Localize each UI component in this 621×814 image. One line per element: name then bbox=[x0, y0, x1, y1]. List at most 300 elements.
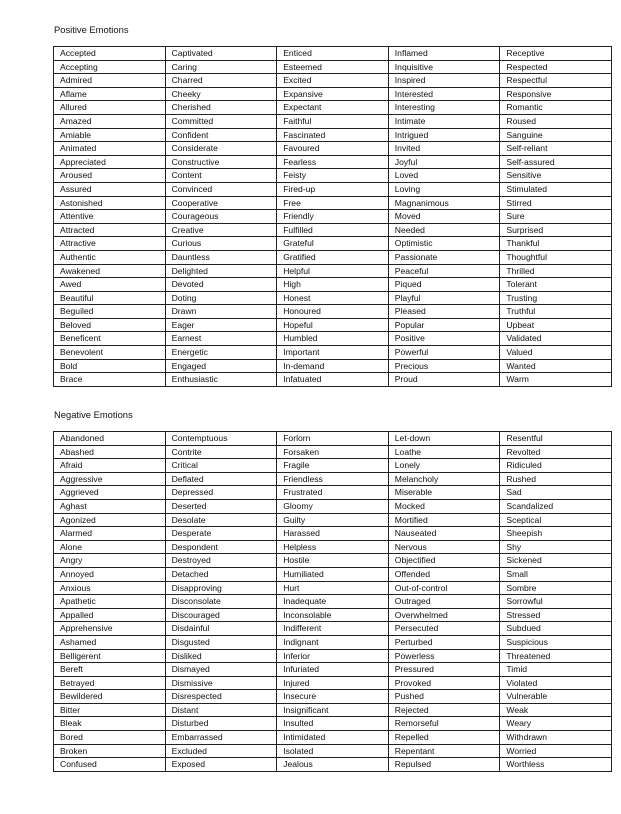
emotion-word-cell: Eager bbox=[165, 318, 277, 332]
emotion-word-cell: High bbox=[277, 278, 389, 292]
emotion-word-cell: Needed bbox=[388, 223, 500, 237]
emotion-word-cell: Mocked bbox=[388, 499, 500, 513]
emotion-word-cell: Attracted bbox=[54, 223, 166, 237]
emotion-word-cell: Hurt bbox=[277, 581, 389, 595]
emotion-word-cell: Sensitive bbox=[500, 169, 612, 183]
table-row bbox=[54, 87, 612, 101]
table-row bbox=[54, 210, 612, 224]
emotion-word-cell: Dismayed bbox=[165, 663, 277, 677]
emotion-word-cell: Betrayed bbox=[54, 676, 166, 690]
emotion-word-cell: Afraid bbox=[54, 459, 166, 473]
emotion-word-cell: Accepted bbox=[54, 47, 166, 61]
table-row bbox=[54, 278, 612, 292]
emotion-word-cell: Dismissive bbox=[165, 676, 277, 690]
emotion-word-cell: Validated bbox=[500, 332, 612, 346]
emotion-word-cell: Inconsolable bbox=[277, 608, 389, 622]
emotion-word-cell: Infuriated bbox=[277, 663, 389, 677]
emotion-word-cell: Thrilled bbox=[500, 264, 612, 278]
emotion-word-cell: Beautiful bbox=[54, 291, 166, 305]
emotion-word-cell: Honest bbox=[277, 291, 389, 305]
emotion-word-cell: Indifferent bbox=[277, 622, 389, 636]
emotion-word-cell: Belligerent bbox=[54, 649, 166, 663]
table-row bbox=[54, 663, 612, 677]
table-row bbox=[54, 540, 612, 554]
emotion-word-cell: Bleak bbox=[54, 717, 166, 731]
emotion-word-cell: Jealous bbox=[277, 758, 389, 772]
emotion-word-cell: Optimistic bbox=[388, 237, 500, 251]
emotion-word-cell: Rushed bbox=[500, 472, 612, 486]
emotion-word-cell: Inspired bbox=[388, 74, 500, 88]
table-row bbox=[54, 432, 612, 446]
emotion-word-cell: Frustrated bbox=[277, 486, 389, 500]
emotion-word-cell: Piqued bbox=[388, 278, 500, 292]
emotion-word-cell: Powerless bbox=[388, 649, 500, 663]
emotion-word-cell: Bitter bbox=[54, 703, 166, 717]
emotion-word-cell: Suspicious bbox=[500, 635, 612, 649]
emotion-word-cell: Animated bbox=[54, 142, 166, 156]
table-row bbox=[54, 635, 612, 649]
emotion-word-cell: Insecure bbox=[277, 690, 389, 704]
emotion-word-cell: Forlorn bbox=[277, 432, 389, 446]
emotion-word-cell: Intrigued bbox=[388, 128, 500, 142]
emotion-word-cell: Repelled bbox=[388, 731, 500, 745]
emotion-word-cell: Desperate bbox=[165, 527, 277, 541]
emotion-word-cell: Bewildered bbox=[54, 690, 166, 704]
table-row bbox=[54, 60, 612, 74]
emotion-word-cell: Amazed bbox=[54, 114, 166, 128]
emotion-word-cell: Self-reliant bbox=[500, 142, 612, 156]
emotion-word-cell: Grateful bbox=[277, 237, 389, 251]
emotion-word-cell: Mortified bbox=[388, 513, 500, 527]
emotion-word-cell: Disrespected bbox=[165, 690, 277, 704]
emotion-word-cell: Stimulated bbox=[500, 182, 612, 196]
emotion-word-cell: Stressed bbox=[500, 608, 612, 622]
emotion-word-cell: Loving bbox=[388, 182, 500, 196]
emotion-word-cell: Persecuted bbox=[388, 622, 500, 636]
table-row bbox=[54, 622, 612, 636]
emotion-word-cell: Pressured bbox=[388, 663, 500, 677]
emotion-word-cell: Dauntless bbox=[165, 250, 277, 264]
emotion-word-cell: Thankful bbox=[500, 237, 612, 251]
emotion-word-cell: Proud bbox=[388, 373, 500, 387]
emotion-word-cell: Loathe bbox=[388, 445, 500, 459]
table-row bbox=[54, 101, 612, 115]
table-row bbox=[54, 169, 612, 183]
emotion-word-cell: Injured bbox=[277, 676, 389, 690]
emotion-word-cell: Magnanimous bbox=[388, 196, 500, 210]
emotion-word-cell: Indignant bbox=[277, 635, 389, 649]
emotion-word-cell: Insulted bbox=[277, 717, 389, 731]
emotion-word-cell: Earnest bbox=[165, 332, 277, 346]
emotion-word-cell: Contrite bbox=[165, 445, 277, 459]
emotion-word-cell: Sorrowful bbox=[500, 595, 612, 609]
emotion-word-cell: Committed bbox=[165, 114, 277, 128]
emotion-word-cell: Inquisitive bbox=[388, 60, 500, 74]
emotion-word-cell: Repentant bbox=[388, 744, 500, 758]
emotion-word-cell: Appreciated bbox=[54, 155, 166, 169]
emotion-word-cell: Drawn bbox=[165, 305, 277, 319]
emotion-word-cell: Aggrieved bbox=[54, 486, 166, 500]
emotion-word-cell: Agonized bbox=[54, 513, 166, 527]
emotion-word-cell: Sure bbox=[500, 210, 612, 224]
emotion-word-cell: Sanguine bbox=[500, 128, 612, 142]
emotion-word-cell: Abashed bbox=[54, 445, 166, 459]
emotion-word-cell: Abandoned bbox=[54, 432, 166, 446]
emotion-word-cell: Precious bbox=[388, 359, 500, 373]
emotion-word-cell: Romantic bbox=[500, 101, 612, 115]
table-row bbox=[54, 513, 612, 527]
emotion-word-cell: Benevolent bbox=[54, 346, 166, 360]
emotion-word-cell: Tolerant bbox=[500, 278, 612, 292]
emotion-word-cell: Captivated bbox=[165, 47, 277, 61]
table-row bbox=[54, 459, 612, 473]
emotion-word-cell: Perturbed bbox=[388, 635, 500, 649]
emotion-word-cell: Aggressive bbox=[54, 472, 166, 486]
emotion-word-cell: Amiable bbox=[54, 128, 166, 142]
table-row bbox=[54, 182, 612, 196]
emotion-word-cell: Infatuated bbox=[277, 373, 389, 387]
emotion-word-cell: Responsive bbox=[500, 87, 612, 101]
emotion-word-cell: Friendless bbox=[277, 472, 389, 486]
emotion-word-cell: Fascinated bbox=[277, 128, 389, 142]
table-row bbox=[54, 291, 612, 305]
negative-emotions-table bbox=[53, 431, 612, 772]
table-row bbox=[54, 250, 612, 264]
emotion-word-cell: Worried bbox=[500, 744, 612, 758]
emotion-word-cell: Forsaken bbox=[277, 445, 389, 459]
table-row bbox=[54, 359, 612, 373]
emotion-word-cell: Shy bbox=[500, 540, 612, 554]
emotion-word-cell: Popular bbox=[388, 318, 500, 332]
emotion-word-cell: Remorseful bbox=[388, 717, 500, 731]
emotion-word-cell: Intimidated bbox=[277, 731, 389, 745]
emotion-word-cell: Assured bbox=[54, 182, 166, 196]
emotion-word-cell: Accepting bbox=[54, 60, 166, 74]
emotion-word-cell: Wanted bbox=[500, 359, 612, 373]
table-row bbox=[54, 346, 612, 360]
emotion-word-cell: Excluded bbox=[165, 744, 277, 758]
emotion-word-cell: Beneficent bbox=[54, 332, 166, 346]
emotion-word-cell: Brace bbox=[54, 373, 166, 387]
emotion-word-cell: Content bbox=[165, 169, 277, 183]
table-row bbox=[54, 608, 612, 622]
emotion-word-cell: Caring bbox=[165, 60, 277, 74]
emotion-word-cell: Courageous bbox=[165, 210, 277, 224]
emotion-word-cell: Surprised bbox=[500, 223, 612, 237]
table-row bbox=[54, 373, 612, 387]
emotion-word-cell: Nervous bbox=[388, 540, 500, 554]
emotion-word-cell: Apprehensive bbox=[54, 622, 166, 636]
table-row bbox=[54, 472, 612, 486]
emotion-word-cell: Esteemed bbox=[277, 60, 389, 74]
emotion-word-cell: Disapproving bbox=[165, 581, 277, 595]
emotion-word-cell: Joyful bbox=[388, 155, 500, 169]
emotion-word-cell: Lonely bbox=[388, 459, 500, 473]
emotion-word-cell: Moved bbox=[388, 210, 500, 224]
emotion-word-cell: Angry bbox=[54, 554, 166, 568]
emotion-word-cell: Outraged bbox=[388, 595, 500, 609]
emotion-word-cell: Disliked bbox=[165, 649, 277, 663]
emotion-word-cell: Out-of-control bbox=[388, 581, 500, 595]
table-row bbox=[54, 128, 612, 142]
emotion-word-cell: Curious bbox=[165, 237, 277, 251]
emotion-word-cell: Harassed bbox=[277, 527, 389, 541]
table-row bbox=[54, 445, 612, 459]
emotion-word-cell: Intimate bbox=[388, 114, 500, 128]
emotion-word-cell: Critical bbox=[165, 459, 277, 473]
emotion-word-cell: Enticed bbox=[277, 47, 389, 61]
emotion-word-cell: Roused bbox=[500, 114, 612, 128]
emotion-word-cell: Depressed bbox=[165, 486, 277, 500]
emotion-word-cell: Cheeky bbox=[165, 87, 277, 101]
emotion-word-cell: Aflame bbox=[54, 87, 166, 101]
emotion-word-cell: Energetic bbox=[165, 346, 277, 360]
emotion-word-cell: Detached bbox=[165, 567, 277, 581]
emotion-word-cell: Thoughtful bbox=[500, 250, 612, 264]
table-row bbox=[54, 114, 612, 128]
emotion-word-cell: Important bbox=[277, 346, 389, 360]
emotion-word-cell: Attentive bbox=[54, 210, 166, 224]
emotion-word-cell: Invited bbox=[388, 142, 500, 156]
emotion-word-cell: Stirred bbox=[500, 196, 612, 210]
emotion-word-cell: Vulnerable bbox=[500, 690, 612, 704]
emotion-word-cell: Deserted bbox=[165, 499, 277, 513]
emotion-word-cell: Annoyed bbox=[54, 567, 166, 581]
emotion-word-cell: Honoured bbox=[277, 305, 389, 319]
emotion-word-cell: Timid bbox=[500, 663, 612, 677]
emotion-word-cell: Fragile bbox=[277, 459, 389, 473]
emotion-word-cell: Aghast bbox=[54, 499, 166, 513]
emotion-word-cell: Faithful bbox=[277, 114, 389, 128]
emotion-word-cell: Self-assured bbox=[500, 155, 612, 169]
emotion-word-cell: Appalled bbox=[54, 608, 166, 622]
table-row bbox=[54, 318, 612, 332]
emotion-word-cell: Discouraged bbox=[165, 608, 277, 622]
emotion-word-cell: Nauseated bbox=[388, 527, 500, 541]
emotion-word-cell: Deflated bbox=[165, 472, 277, 486]
table-row bbox=[54, 554, 612, 568]
emotion-word-cell: Peaceful bbox=[388, 264, 500, 278]
emotion-word-cell: Disdainful bbox=[165, 622, 277, 636]
emotion-word-cell: Bereft bbox=[54, 663, 166, 677]
emotion-word-cell: Loved bbox=[388, 169, 500, 183]
emotion-word-cell: Pushed bbox=[388, 690, 500, 704]
emotion-word-cell: Truthful bbox=[500, 305, 612, 319]
table-row bbox=[54, 703, 612, 717]
table-row bbox=[54, 332, 612, 346]
emotion-word-cell: Repulsed bbox=[388, 758, 500, 772]
emotion-word-cell: Awakened bbox=[54, 264, 166, 278]
emotion-word-cell: Interesting bbox=[388, 101, 500, 115]
emotion-word-cell: Trusting bbox=[500, 291, 612, 305]
table-row bbox=[54, 744, 612, 758]
emotion-word-cell: Anxious bbox=[54, 581, 166, 595]
emotion-word-cell: Bored bbox=[54, 731, 166, 745]
emotion-word-cell: Enthusiastic bbox=[165, 373, 277, 387]
emotion-word-cell: Receptive bbox=[500, 47, 612, 61]
table-row bbox=[54, 47, 612, 61]
emotion-word-cell: Destroyed bbox=[165, 554, 277, 568]
table-row bbox=[54, 196, 612, 210]
emotion-word-cell: Creative bbox=[165, 223, 277, 237]
emotion-word-cell: Scandalized bbox=[500, 499, 612, 513]
table-row bbox=[54, 237, 612, 251]
emotion-word-cell: Confident bbox=[165, 128, 277, 142]
emotion-word-cell: Disconsolate bbox=[165, 595, 277, 609]
emotion-word-cell: Fearless bbox=[277, 155, 389, 169]
emotion-word-cell: Disgusted bbox=[165, 635, 277, 649]
table-row bbox=[54, 595, 612, 609]
emotion-word-cell: Sickened bbox=[500, 554, 612, 568]
emotion-word-cell: Doting bbox=[165, 291, 277, 305]
positive-emotions-body bbox=[54, 47, 612, 387]
emotion-word-cell: Objectified bbox=[388, 554, 500, 568]
emotion-word-cell: Contemptuous bbox=[165, 432, 277, 446]
emotion-word-cell: Resentful bbox=[500, 432, 612, 446]
positive-emotions-table bbox=[53, 46, 612, 387]
emotion-word-cell: Let-down bbox=[388, 432, 500, 446]
emotion-word-cell: In-demand bbox=[277, 359, 389, 373]
emotion-word-cell: Expansive bbox=[277, 87, 389, 101]
emotion-word-cell: Warm bbox=[500, 373, 612, 387]
positive-emotions-title: Positive Emotions bbox=[54, 24, 129, 35]
table-row bbox=[54, 305, 612, 319]
emotion-word-cell: Guilty bbox=[277, 513, 389, 527]
emotion-word-cell: Astonished bbox=[54, 196, 166, 210]
emotion-word-cell: Withdrawn bbox=[500, 731, 612, 745]
emotion-word-cell: Gratified bbox=[277, 250, 389, 264]
emotion-word-cell: Expectant bbox=[277, 101, 389, 115]
emotion-word-cell: Confused bbox=[54, 758, 166, 772]
emotion-word-cell: Friendly bbox=[277, 210, 389, 224]
emotion-word-cell: Isolated bbox=[277, 744, 389, 758]
emotion-word-cell: Respected bbox=[500, 60, 612, 74]
emotion-word-cell: Overwhelmed bbox=[388, 608, 500, 622]
emotion-word-cell: Convinced bbox=[165, 182, 277, 196]
emotion-word-cell: Ridiculed bbox=[500, 459, 612, 473]
emotion-word-cell: Revolted bbox=[500, 445, 612, 459]
emotion-word-cell: Positive bbox=[388, 332, 500, 346]
emotion-word-cell: Disturbed bbox=[165, 717, 277, 731]
emotion-word-cell: Excited bbox=[277, 74, 389, 88]
negative-emotions-title: Negative Emotions bbox=[54, 409, 133, 420]
emotion-word-cell: Respectful bbox=[500, 74, 612, 88]
emotion-word-cell: Favoured bbox=[277, 142, 389, 156]
table-row bbox=[54, 142, 612, 156]
emotion-word-cell: Awed bbox=[54, 278, 166, 292]
emotion-word-cell: Interested bbox=[388, 87, 500, 101]
table-row bbox=[54, 567, 612, 581]
emotion-word-cell: Melancholy bbox=[388, 472, 500, 486]
emotion-word-cell: Worthless bbox=[500, 758, 612, 772]
emotion-word-cell: Offended bbox=[388, 567, 500, 581]
emotion-word-cell: Powerful bbox=[388, 346, 500, 360]
emotion-word-cell: Hopeful bbox=[277, 318, 389, 332]
emotion-word-cell: Weak bbox=[500, 703, 612, 717]
emotion-word-cell: Authentic bbox=[54, 250, 166, 264]
emotion-word-cell: Despondent bbox=[165, 540, 277, 554]
emotion-word-cell: Miserable bbox=[388, 486, 500, 500]
emotion-word-cell: Alarmed bbox=[54, 527, 166, 541]
emotion-word-cell: Aroused bbox=[54, 169, 166, 183]
emotion-word-cell: Sceptical bbox=[500, 513, 612, 527]
table-row bbox=[54, 486, 612, 500]
emotion-word-cell: Embarrassed bbox=[165, 731, 277, 745]
emotion-word-cell: Humbled bbox=[277, 332, 389, 346]
emotion-word-cell: Cherished bbox=[165, 101, 277, 115]
emotion-word-cell: Alone bbox=[54, 540, 166, 554]
emotion-word-cell: Feisty bbox=[277, 169, 389, 183]
emotion-word-cell: Gloomy bbox=[277, 499, 389, 513]
emotion-word-cell: Attractive bbox=[54, 237, 166, 251]
emotion-word-cell: Ashamed bbox=[54, 635, 166, 649]
emotion-word-cell: Exposed bbox=[165, 758, 277, 772]
emotion-word-cell: Sheepish bbox=[500, 527, 612, 541]
table-row bbox=[54, 223, 612, 237]
emotion-word-cell: Humiliated bbox=[277, 567, 389, 581]
emotion-word-cell: Valued bbox=[500, 346, 612, 360]
emotion-word-cell: Helpless bbox=[277, 540, 389, 554]
emotion-word-cell: Admired bbox=[54, 74, 166, 88]
emotion-word-cell: Subdued bbox=[500, 622, 612, 636]
emotion-word-cell: Inflamed bbox=[388, 47, 500, 61]
emotion-word-cell: Weary bbox=[500, 717, 612, 731]
emotion-word-cell: Devoted bbox=[165, 278, 277, 292]
emotion-word-cell: Allured bbox=[54, 101, 166, 115]
emotion-word-cell: Upbeat bbox=[500, 318, 612, 332]
emotion-word-cell: Beguiled bbox=[54, 305, 166, 319]
emotion-word-cell: Bold bbox=[54, 359, 166, 373]
emotion-word-cell: Rejected bbox=[388, 703, 500, 717]
table-row bbox=[54, 717, 612, 731]
emotion-word-cell: Beloved bbox=[54, 318, 166, 332]
emotion-word-cell: Playful bbox=[388, 291, 500, 305]
emotion-word-cell: Fired-up bbox=[277, 182, 389, 196]
emotion-word-cell: Delighted bbox=[165, 264, 277, 278]
emotion-word-cell: Inadequate bbox=[277, 595, 389, 609]
emotion-word-cell: Broken bbox=[54, 744, 166, 758]
table-row bbox=[54, 690, 612, 704]
table-row bbox=[54, 581, 612, 595]
table-row bbox=[54, 74, 612, 88]
emotion-word-cell: Charred bbox=[165, 74, 277, 88]
emotion-word-cell: Provoked bbox=[388, 676, 500, 690]
emotion-word-cell: Sombre bbox=[500, 581, 612, 595]
emotion-word-cell: Small bbox=[500, 567, 612, 581]
table-row bbox=[54, 527, 612, 541]
emotion-word-cell: Free bbox=[277, 196, 389, 210]
emotion-word-cell: Considerate bbox=[165, 142, 277, 156]
emotion-word-cell: Insignificant bbox=[277, 703, 389, 717]
emotion-word-cell: Passionate bbox=[388, 250, 500, 264]
emotion-word-cell: Apathetic bbox=[54, 595, 166, 609]
emotion-word-cell: Distant bbox=[165, 703, 277, 717]
emotion-word-cell: Sad bbox=[500, 486, 612, 500]
emotion-word-cell: Desolate bbox=[165, 513, 277, 527]
emotion-word-cell: Fulfilled bbox=[277, 223, 389, 237]
emotion-word-cell: Threatened bbox=[500, 649, 612, 663]
emotion-word-cell: Helpful bbox=[277, 264, 389, 278]
table-row bbox=[54, 155, 612, 169]
table-row bbox=[54, 649, 612, 663]
emotion-word-cell: Inferior bbox=[277, 649, 389, 663]
table-row bbox=[54, 676, 612, 690]
emotion-word-cell: Constructive bbox=[165, 155, 277, 169]
table-row bbox=[54, 264, 612, 278]
emotion-word-cell: Violated bbox=[500, 676, 612, 690]
table-row bbox=[54, 758, 612, 772]
negative-emotions-body bbox=[54, 432, 612, 772]
